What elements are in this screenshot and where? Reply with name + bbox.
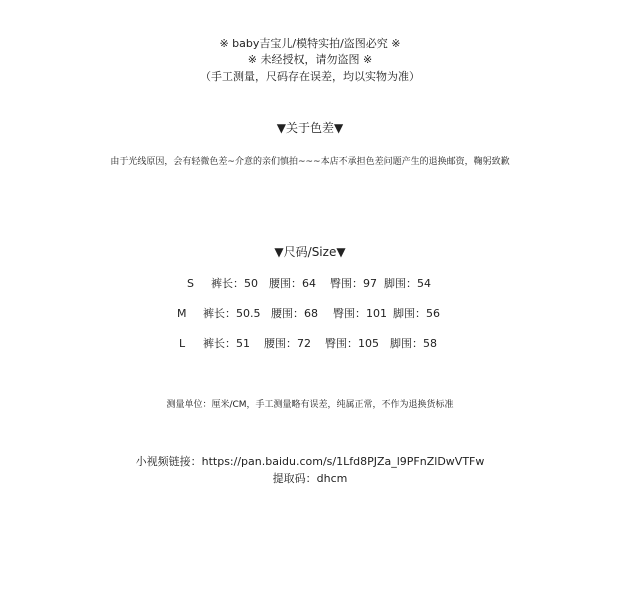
- hip-value: 臀围：97: [330, 277, 377, 290]
- size-row-l: [0, 337, 620, 351]
- size-row-m: [0, 307, 620, 321]
- hip-value: 臀围：101: [333, 307, 387, 320]
- waist-value: 腰围：64: [269, 277, 316, 290]
- extraction-code: 提取码：dhcm: [272, 472, 348, 485]
- length-value: 裤长：50.5: [203, 307, 261, 320]
- measurement-unit-note: 测量单位：厘米/CM，手工测量略有误差，纯属正常，不作为退换货标准: [166, 400, 454, 410]
- size-label: M: [177, 307, 187, 320]
- waist-value: 腰围：68: [271, 307, 318, 320]
- waist-value: 腰围：72: [264, 337, 311, 350]
- hem-value: 脚围：58: [390, 337, 437, 350]
- size-row-s: [0, 277, 620, 291]
- hem-value: 脚围：54: [384, 277, 431, 290]
- size-section-title: ▼尺码/Size▼: [274, 245, 346, 259]
- color-section-text: 由于光线原因，会有轻微色差~介意的亲们慎拍~~~本店不承担色差问题产生的退换邮资，鞠躬致歉: [110, 157, 510, 167]
- size-label: S: [187, 277, 194, 290]
- hip-value: 臀围：105: [325, 337, 379, 350]
- authorization-line: ※ 未经授权，请勿盗图 ※: [247, 53, 373, 66]
- copyright-line: ※ baby吉宝儿/模特实拍/盗图必究 ※: [219, 37, 401, 50]
- video-link[interactable]: 小视频链接：https://pan.baidu.com/s/1Lfd8PJZa_l9PFnZlDwVTFw: [135, 455, 485, 468]
- length-value: 裤长：50: [211, 277, 258, 290]
- size-label: L: [179, 337, 186, 350]
- length-value: 裤长：51: [203, 337, 250, 350]
- measurement-note-line: （手工测量，尺码存在误差，均以实物为准）: [200, 70, 420, 83]
- hem-value: 脚围：56: [393, 307, 440, 320]
- color-section-title: ▼关于色差▼: [276, 121, 344, 135]
